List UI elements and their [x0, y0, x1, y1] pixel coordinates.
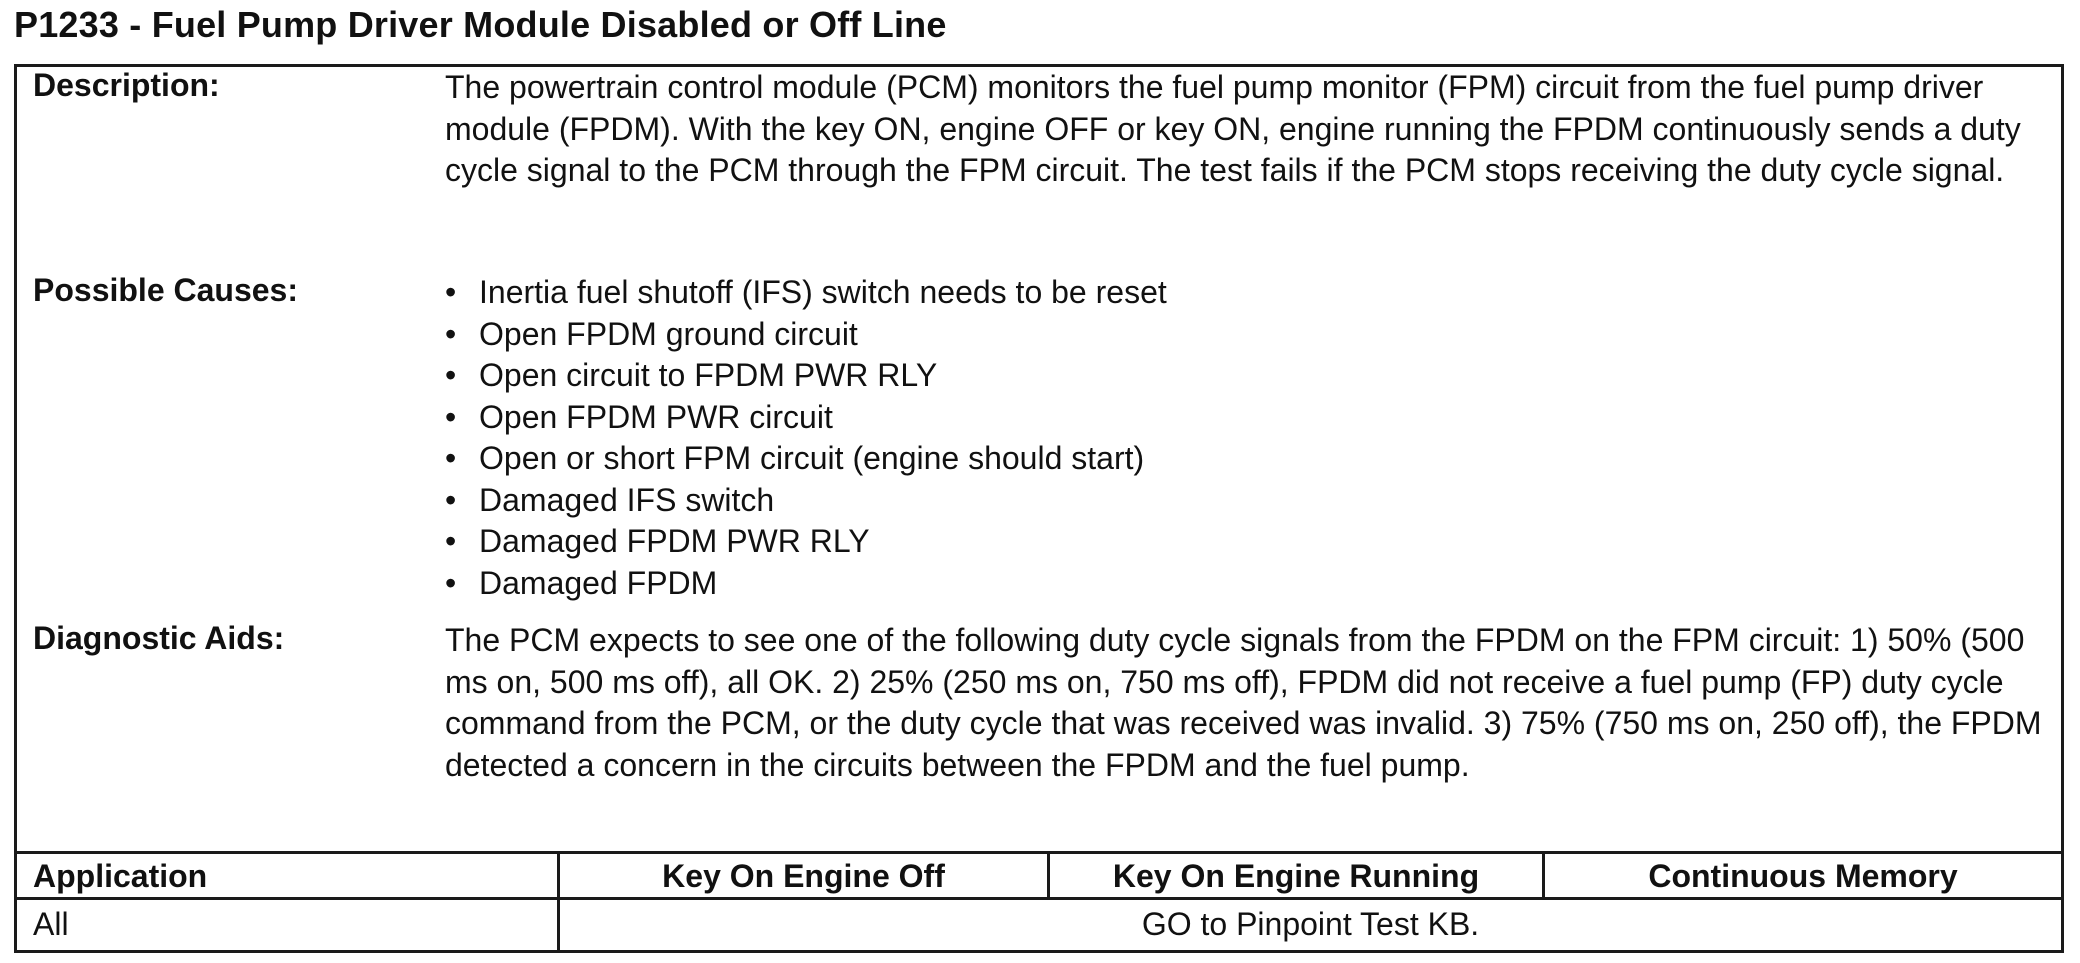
list-item: • Damaged FPDM: [445, 563, 1167, 605]
description-text: The powertrain control module (PCM) monitors the fuel pump monitor (FPM) circuit from the fuel pump driver module (FPDM). With the key ON, engine OFF or key ON, engine running the FPDM continuously sends a duty cycle signal to the PCM through the FPM circuit. The test fails if the PCM stops receiving the duty cycle signal.: [445, 69, 2021, 188]
bullet-icon: •: [445, 523, 457, 559]
list-item: • Damaged FPDM PWR RLY: [445, 521, 1167, 563]
bullet-icon: •: [445, 398, 457, 435]
bullet-icon: •: [445, 481, 457, 518]
bullet-icon: •: [445, 315, 457, 352]
column-header-koeo: Key On Engine Off: [662, 858, 945, 894]
column-header-application: Application: [33, 858, 208, 894]
bullet-icon: •: [445, 274, 457, 310]
diagnostic-aids-text: The PCM expects to see one of the following duty cycle signals from the FPDM on the FPM circuit: 1) 50% (500 ms on, 500 ms off), all OK. 2) 25% (250 ms on, 750 ms off), FPDM did not receive a fuel pump (FP) duty cycle command from the PCM, or the duty cycle that was received was invalid. 3) 75% (750 ms on, 250 off), the FPDM detected a concern in the circuits between the FPDM and the fuel pump.: [445, 622, 2042, 783]
action-cell: GO to Pinpoint Test KB.: [1141, 906, 1480, 942]
column-header-continuous-memory: Continuous Memory: [1648, 858, 1958, 894]
bullet-icon: •: [445, 440, 457, 476]
list-item: • Open or short FPM circuit (engine should start): [445, 438, 1167, 480]
list-item: • Damaged IFS switch: [445, 480, 1167, 522]
bullet-icon: •: [445, 357, 457, 393]
bullet-icon: •: [445, 564, 457, 601]
list-item: • Inertia fuel shutoff (IFS) switch needs to be reset: [445, 272, 1167, 314]
page-title: P1233 - Fuel Pump Driver Module Disabled or Off Line: [14, 4, 947, 45]
application-cell: All: [33, 906, 69, 942]
list-item: • Open FPDM PWR circuit: [445, 397, 1167, 439]
list-item: • Open FPDM ground circuit: [445, 314, 1167, 356]
possible-causes-list: [445, 272, 1167, 604]
possible-causes-label: Possible Causes:: [33, 272, 298, 308]
table-divider: [17, 897, 2061, 900]
list-item: • Open circuit to FPDM PWR RLY: [445, 355, 1167, 397]
description-label: Description:: [33, 67, 220, 103]
diagnostic-aids-label: Diagnostic Aids:: [33, 620, 285, 656]
diagnostic-table: [14, 64, 2064, 953]
table-divider: [17, 851, 2061, 854]
column-header-koer: Key On Engine Running: [1112, 858, 1480, 894]
